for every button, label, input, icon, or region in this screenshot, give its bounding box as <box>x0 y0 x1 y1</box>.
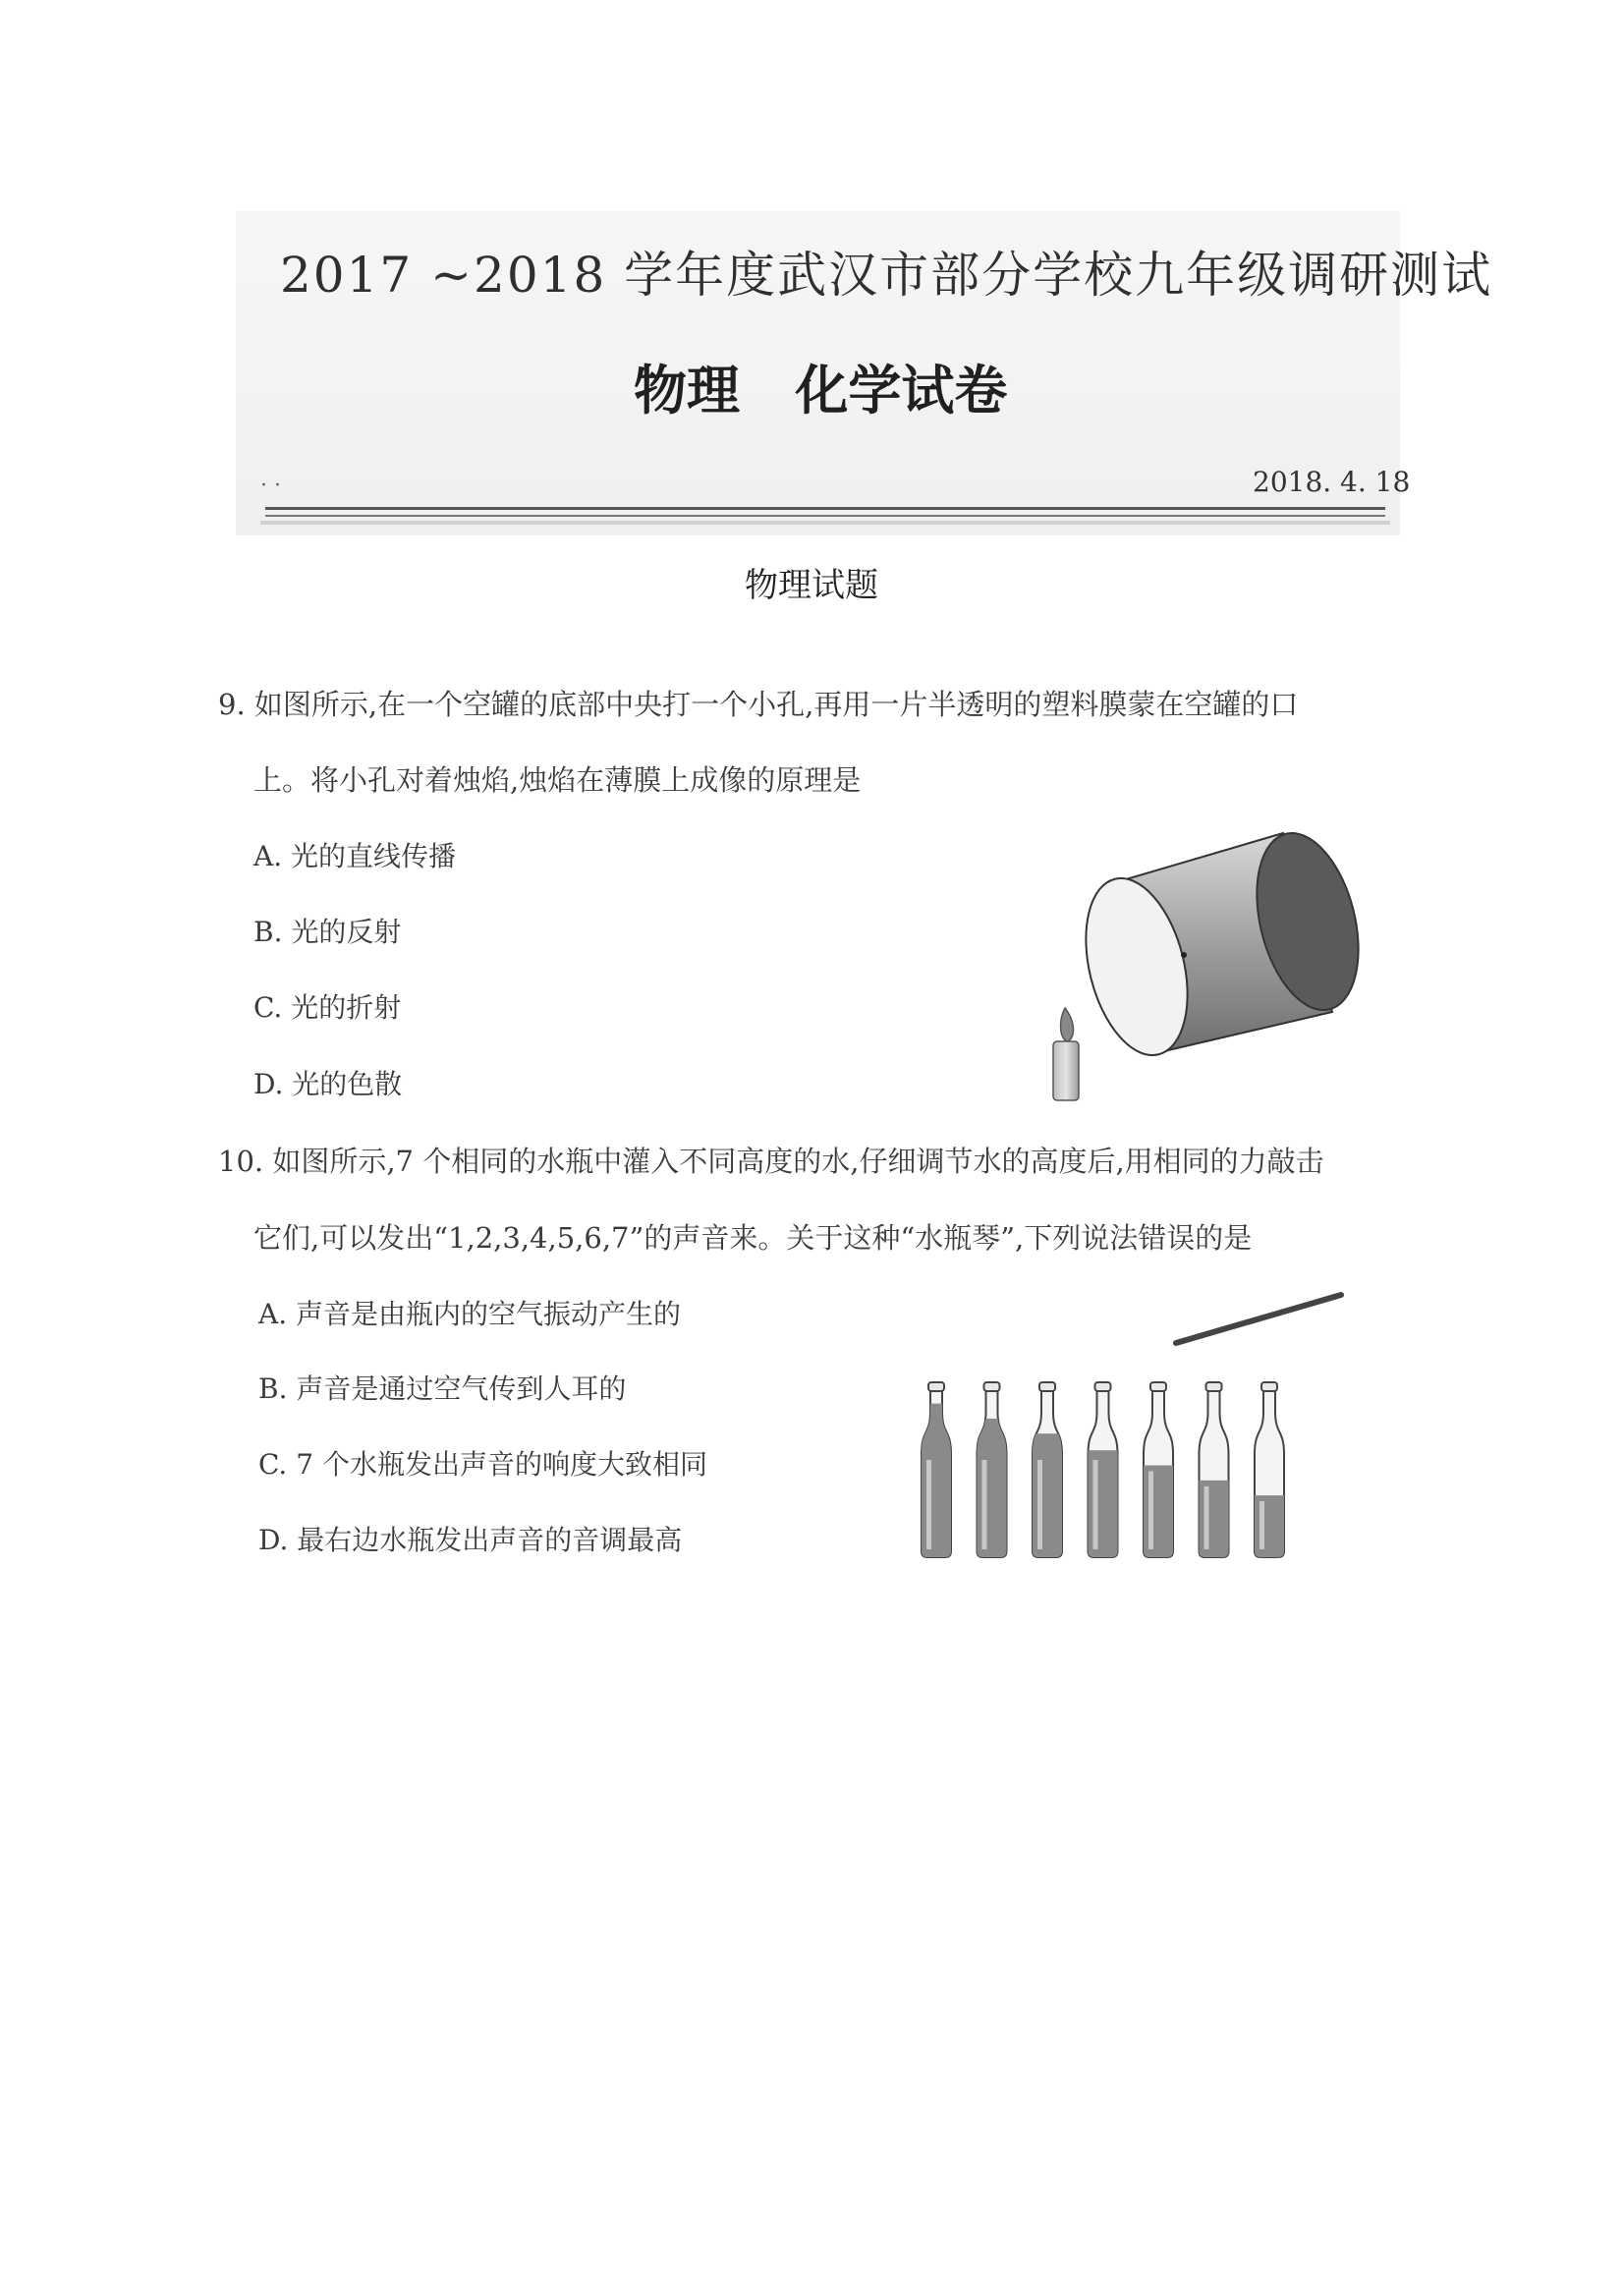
question-9-option-a: A. 光的直线传播 <box>253 840 457 872</box>
question-10-line-2: 它们,可以发出“1,2,3,4,5,6,7”的声音来。关于这种“水瓶琴”,下列说法错误的是 <box>253 1221 1253 1255</box>
water-bottle-4 <box>1087 1382 1120 1557</box>
question-9-option-d: D. 光的色散 <box>253 1068 403 1100</box>
water-level <box>1142 1466 1175 1558</box>
water-bottle-1 <box>920 1382 953 1557</box>
candle <box>1053 1008 1079 1100</box>
pinhole <box>1181 952 1187 958</box>
question-10-option-b: B. 声音是通过空气传到人耳的 <box>258 1372 627 1405</box>
water-level <box>1031 1433 1064 1557</box>
subject-title: 物理 化学试卷 <box>634 360 1008 421</box>
striking-stick <box>1176 1295 1341 1343</box>
question-10-option-c: C. 7 个水瓶发出声音的响度大致相同 <box>258 1448 707 1481</box>
question-10-line-1: 10. 如图所示,7 个相同的水瓶中灌入不同高度的水,仔细调节水的高度后,用相同的力敲击 <box>218 1145 1324 1178</box>
water-bottle-6 <box>1198 1382 1231 1557</box>
question-9-line-2: 上。将小孔对着烛焰,烛焰在薄膜上成像的原理是 <box>253 763 862 797</box>
water-bottle-7 <box>1253 1382 1286 1557</box>
header-rule-bottom <box>260 521 1390 525</box>
water-bottle-3 <box>1031 1382 1064 1557</box>
question-10-option-d: D. 最右边水瓶发出声音的音调最高 <box>258 1524 683 1556</box>
question-9-line-1: 9. 如图所示,在一个空罐的底部中央打一个小孔,再用一片半透明的塑料膜蒙在空罐的口 <box>218 688 1299 721</box>
section-title: 物理试题 <box>745 566 878 605</box>
can <box>1069 822 1375 1066</box>
question-10-option-a: A. 声音是由瓶内的空气振动产生的 <box>258 1298 682 1330</box>
header-rule-top <box>265 507 1385 510</box>
question-9-option-b: B. 光的反射 <box>253 916 402 948</box>
water-level <box>1198 1481 1231 1557</box>
exam-date: 2018. 4. 18 <box>1253 466 1411 498</box>
water-level <box>1087 1450 1120 1557</box>
header-rule-middle <box>265 515 1385 517</box>
water-bottles-figure <box>909 1287 1351 1572</box>
water-bottle-2 <box>976 1382 1009 1557</box>
water-bottle-5 <box>1142 1382 1175 1557</box>
question-9-option-c: C. 光的折射 <box>253 991 402 1024</box>
exam-title: 2017 ~2018 学年度武汉市部分学校九年级调研测试 <box>280 247 1493 304</box>
water-level <box>920 1404 953 1557</box>
pinhole-camera-figure <box>1032 815 1356 1110</box>
water-level <box>1253 1495 1286 1557</box>
header-dots: · · <box>260 474 281 498</box>
water-level <box>976 1419 1009 1557</box>
